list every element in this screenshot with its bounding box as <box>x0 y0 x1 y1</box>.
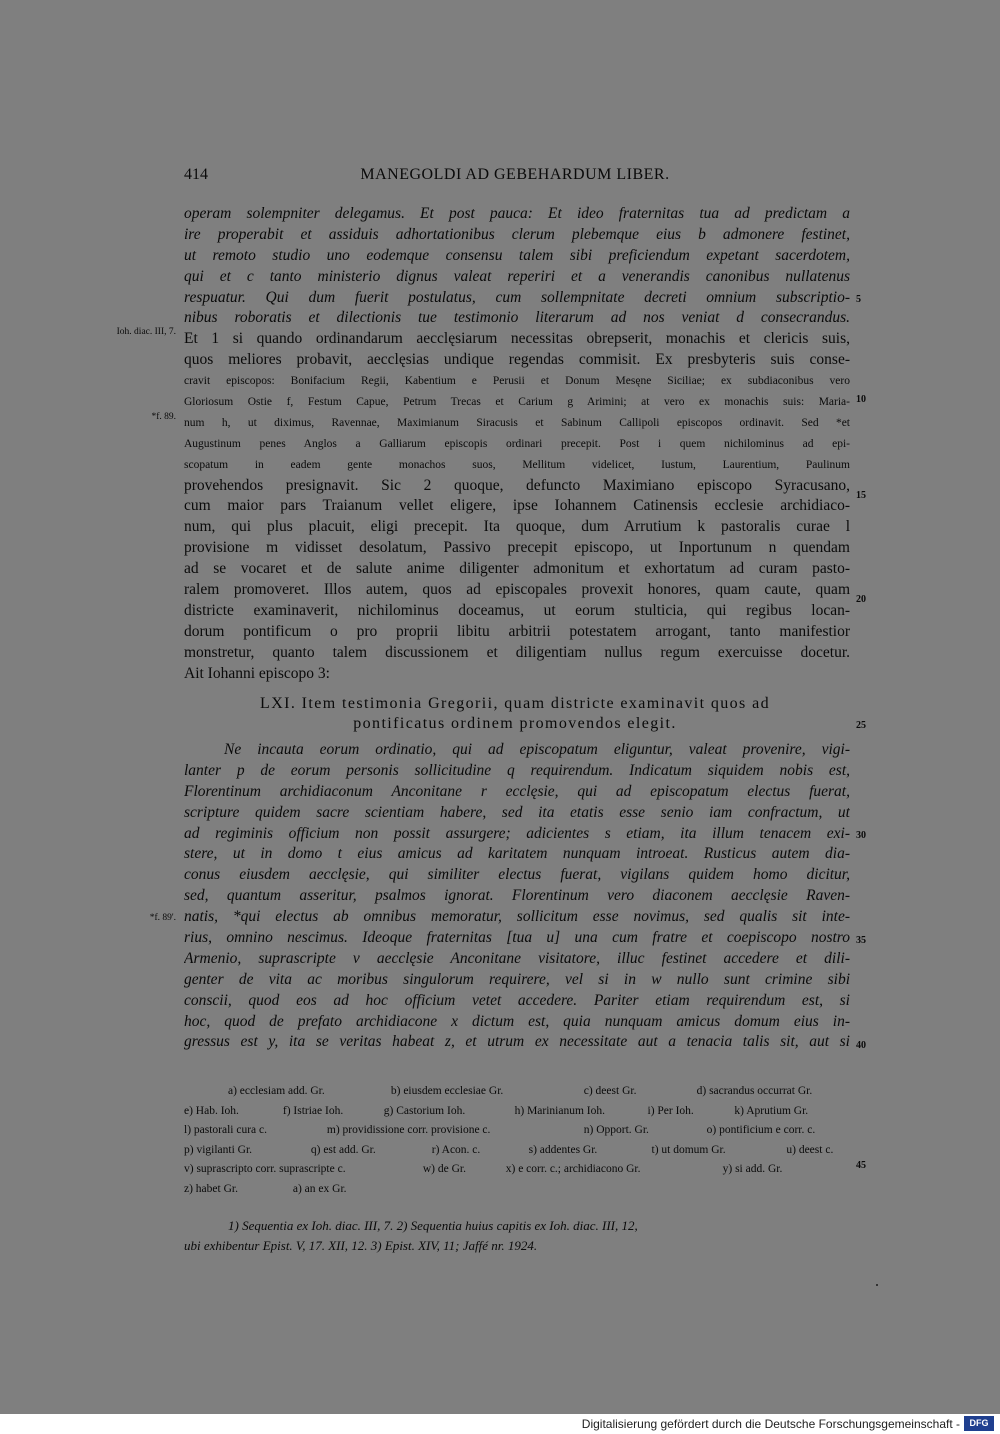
apparatus-note: a) an ex Gr. <box>292 1182 347 1195</box>
apparatus-note: e) Hab. Ioh. <box>184 1104 239 1117</box>
apparatus-note: v) suprascripto corr. suprascripte c. <box>184 1163 346 1175</box>
text-line: Augustinum penes Anglos a Galliarum episcopis ordinari precepit. Post i quem nichilominus ad epi- <box>184 437 850 450</box>
text-line: districte examinaverit, nichilominus doceamus, ut eorum stulticia, qui regibus locan- <box>184 601 850 619</box>
critical-apparatus <box>184 1082 850 1199</box>
text-line: Ait Iohanni episcopo 3: <box>184 664 330 682</box>
text-line: conscii, quod eos ad hoc officium vetet accedere. Pariter etiam requirendum est, si <box>184 991 850 1009</box>
text-line: scripture quidem sacre scientiam habere, sed ita etatis esse senio iam confractum, ut <box>184 803 850 821</box>
apparatus-note: m) providissione corr. provisione c. <box>326 1124 491 1136</box>
apparatus-line <box>184 1082 850 1102</box>
line-number: 15 <box>856 490 866 501</box>
chapter-heading-line: pontificatus ordinem promovendos elegit. <box>353 715 677 732</box>
apparatus-note: n) Opport. Gr. <box>583 1124 649 1136</box>
text-line: quos meliores probavit, aecclęsias undique regendas commisit. Ex presbyteris suis conse- <box>184 351 850 369</box>
text-line: Gloriosum Ostie f, Festum Capue, Petrum Trecas et Carium g Arimini; at vero ex monachis suis: Maria- <box>184 396 850 409</box>
apparatus-line <box>184 1160 850 1180</box>
text-line: provehendos presignavit. Sic 2 quoque, defuncto Maximiano episcopo Syracusano, <box>184 476 850 494</box>
line-number: 5 <box>856 294 861 305</box>
apparatus-note: w) de Gr. <box>422 1163 466 1175</box>
apparatus-note: s) addentes Gr. <box>528 1143 598 1156</box>
main-text <box>184 204 850 684</box>
text-line: gressus est y, ita se veritas habeat z, et utrum ex necessitate aut a tenacia talis sit, aut si <box>184 1033 850 1051</box>
text-line: nibus roboratis et dilectionis tue testimonio literarum ad nos veniat d consecrandus. <box>184 309 850 327</box>
text-line: qui et c tanto ministerio dignus valeat reperiri et a venerandis canonibus nullatenus <box>184 267 850 285</box>
apparatus-line <box>184 1180 850 1200</box>
apparatus-line <box>184 1102 850 1122</box>
apparatus-note: l) pastorali cura c. <box>184 1124 268 1136</box>
text-line: ire properabit et assiduis adhortationibus clerum plebemque eius b admonere festinet, <box>184 225 850 243</box>
line-number: 30 <box>856 830 866 841</box>
text-line: stere, ut in domo t eius amicus ad karitatem nunquam introeat. Rusticus autem dia- <box>184 845 850 863</box>
text-line: Ne incauta eorum ordinatio, qui ad episcopatum eliguntur, valeat provenire, vigi- <box>224 741 850 758</box>
page-number: 414 <box>184 166 208 183</box>
chapter-text <box>184 740 850 1053</box>
apparatus-note: u) deest c. <box>786 1143 834 1156</box>
apparatus-note: o) pontificium e corr. c. <box>706 1124 816 1136</box>
text-line: genter de vita ac moribus singulorum requirere, vel si in w nullo sunt crimine sibi <box>184 970 850 988</box>
apparatus-note: q) est add. Gr. <box>310 1143 376 1156</box>
line-number: 45 <box>856 1160 866 1171</box>
apparatus-note: p) vigilanti Gr. <box>184 1143 253 1156</box>
text-line: ad se vocaret et de salute anime diligenter admonitum et exhortatum ad curam pasto- <box>184 560 850 578</box>
footnote-line: 1) Sequentia ex Ioh. diac. III, 7. 2) Sequentia huius capitis ex Ioh. diac. III, 12, <box>228 1218 638 1233</box>
apparatus-note: i) Per Ioh. <box>647 1104 694 1117</box>
apparatus-note: t) ut domum Gr. <box>651 1143 726 1156</box>
footer-bar <box>0 1414 1000 1434</box>
text-line: Armenio, suprascripte v aecclęsie Anconitane visitatore, illuc festinet accedere et dili- <box>184 949 850 967</box>
line-number: 35 <box>856 935 866 946</box>
apparatus-line <box>184 1121 850 1141</box>
apparatus-note: d) sacrandus occurrat Gr. <box>696 1085 813 1097</box>
footnotes <box>184 1216 850 1256</box>
margin-folio: *f. 89. <box>151 412 176 422</box>
text-line: lanter p de eorum personis sollicitudine q requirendum. Indicatum siquidem nobis est, <box>184 761 850 779</box>
apparatus-note: k) Aprutium Gr. <box>734 1104 809 1117</box>
text-line: provisione m vidisset desolatum, Passivo precepit episcopo, ut Inportunum n quendam <box>184 539 850 557</box>
apparatus-note: r) Acon. c. <box>431 1143 481 1156</box>
apparatus-line <box>184 1141 850 1161</box>
apparatus-note: b) eiusdem ecclesiae Gr. <box>390 1085 504 1097</box>
text-line: ralem promoveret. Illos autem, quos ad episcopales provexit honores, quam caute, quam <box>184 581 850 599</box>
text-line: cravit episcopos: Bonifacium Regii, Kabentium e Perusii et Donum Mesęne Siciliae; ex subdiaconibus vero <box>184 375 850 388</box>
margin-reference: Ioh. diac. III, 7. <box>116 327 176 337</box>
line-number: 20 <box>856 594 866 605</box>
chapter-heading-line: LXI. Item testimonia Gregorii, quam districte examinavit quos ad <box>260 695 770 712</box>
funding-notice: Digitalisierung gefördert durch die Deutsche Forschungsgemeinschaft - <box>581 1417 960 1431</box>
page-header <box>184 166 846 188</box>
line-number: 25 <box>856 720 866 731</box>
apparatus-note: a) ecclesiam add. Gr. <box>228 1085 325 1097</box>
footnote-line: ubi exhibentur Epist. V, 17. XII, 12. 3) Epist. XIV, 11; Jaffé nr. 1924. <box>184 1238 538 1253</box>
text-line: conus eiusdem aecclęsie, qui similiter electus fuerat, vigilans quidem homo dicitur, <box>184 866 850 884</box>
apparatus-note: h) Marinianum Ioh. <box>514 1104 606 1117</box>
text-line: ad regiminis officium non possit assurgere; adicientes s etiam, ita illum tenacem exi- <box>184 824 850 842</box>
text-line: scopatum in eadem gente monachos suos, Mellitum videlicet, Iustum, Laurentium, Paulinum <box>184 458 850 471</box>
text-line: hoc, quod de prefato archidiacone x dictum est, quia nunquam amicus domum eius in- <box>184 1012 850 1030</box>
text-line: Et 1 si quando ordinandarum aecclęsiarum necessitas obrepserit, monachis et clericis suis, <box>184 330 850 348</box>
apparatus-note: c) deest Gr. <box>583 1085 637 1097</box>
apparatus-note: x) e corr. c.; archidiacono Gr. <box>505 1163 641 1175</box>
text-line: natis, *qui electus ab omnibus memoratur, sollicitum esse novimus, sed qualis sit inte- <box>184 908 850 926</box>
apparatus-note: y) si add. Gr. <box>722 1163 783 1175</box>
text-line: ut remoto studio uno eodemque consensu talem sibi preficiendum expetant sacerdotem, <box>184 246 850 264</box>
text-line: dorum pontificum o pro proprii libitu arbitrii potestatem arrogant, tanto manifestior <box>184 622 850 640</box>
margin-folio: *f. 89'. <box>149 913 176 923</box>
text-line: num h, ut diximus, Ravennae, Maximianum Siracusis et Sabinum Callipoli episcopos ordinavit. Sed *et <box>184 416 850 429</box>
text-line: respuatur. Qui dum fuerit postulatus, cum sollempnitate decreti omnium subscriptio- <box>184 288 850 306</box>
text-line: num, qui plus placuit, eligi precepit. Ita quoque, dum Arrutium k pastoralis curae l <box>184 518 850 536</box>
line-number: 40 <box>856 1040 866 1051</box>
apparatus-note: g) Castorium Ioh. <box>383 1104 466 1117</box>
running-title: MANEGOLDI AD GEBEHARDUM LIBER. <box>360 166 670 183</box>
scan-speck <box>876 1284 878 1286</box>
text-line: rius, omnino nescimus. Ideoque fraternitas [tua u] una cum fratre et coepiscopo nostro <box>184 929 850 947</box>
apparatus-note: z) habet Gr. <box>184 1182 238 1195</box>
chapter-heading <box>184 694 846 734</box>
text-line: monstretur, quanto talem discussionem et diligentiam nullus regum exercuisse docetur. <box>184 643 850 661</box>
text-line: sed, quantum asseritur, psalmos ignorat. Florentinum vero diaconem aecclęsie Raven- <box>184 887 850 905</box>
dfg-logo-icon[interactable]: DFG <box>964 1416 994 1431</box>
apparatus-note: f) Istriae Ioh. <box>282 1104 344 1117</box>
text-line: Florentinum archidiaconum Anconitane r ecclęsie, qui ad episcopatum electus fuerat, <box>184 782 850 800</box>
text-line: cum maior pars Traianum vellet eligere, ipse Iohannem Catinensis ecclesie archidiaco- <box>184 497 850 515</box>
text-line: operam solempniter delegamus. Et post pauca: Et ideo fraternitas tua ad predictam a <box>184 205 850 222</box>
line-number: 10 <box>856 394 866 405</box>
